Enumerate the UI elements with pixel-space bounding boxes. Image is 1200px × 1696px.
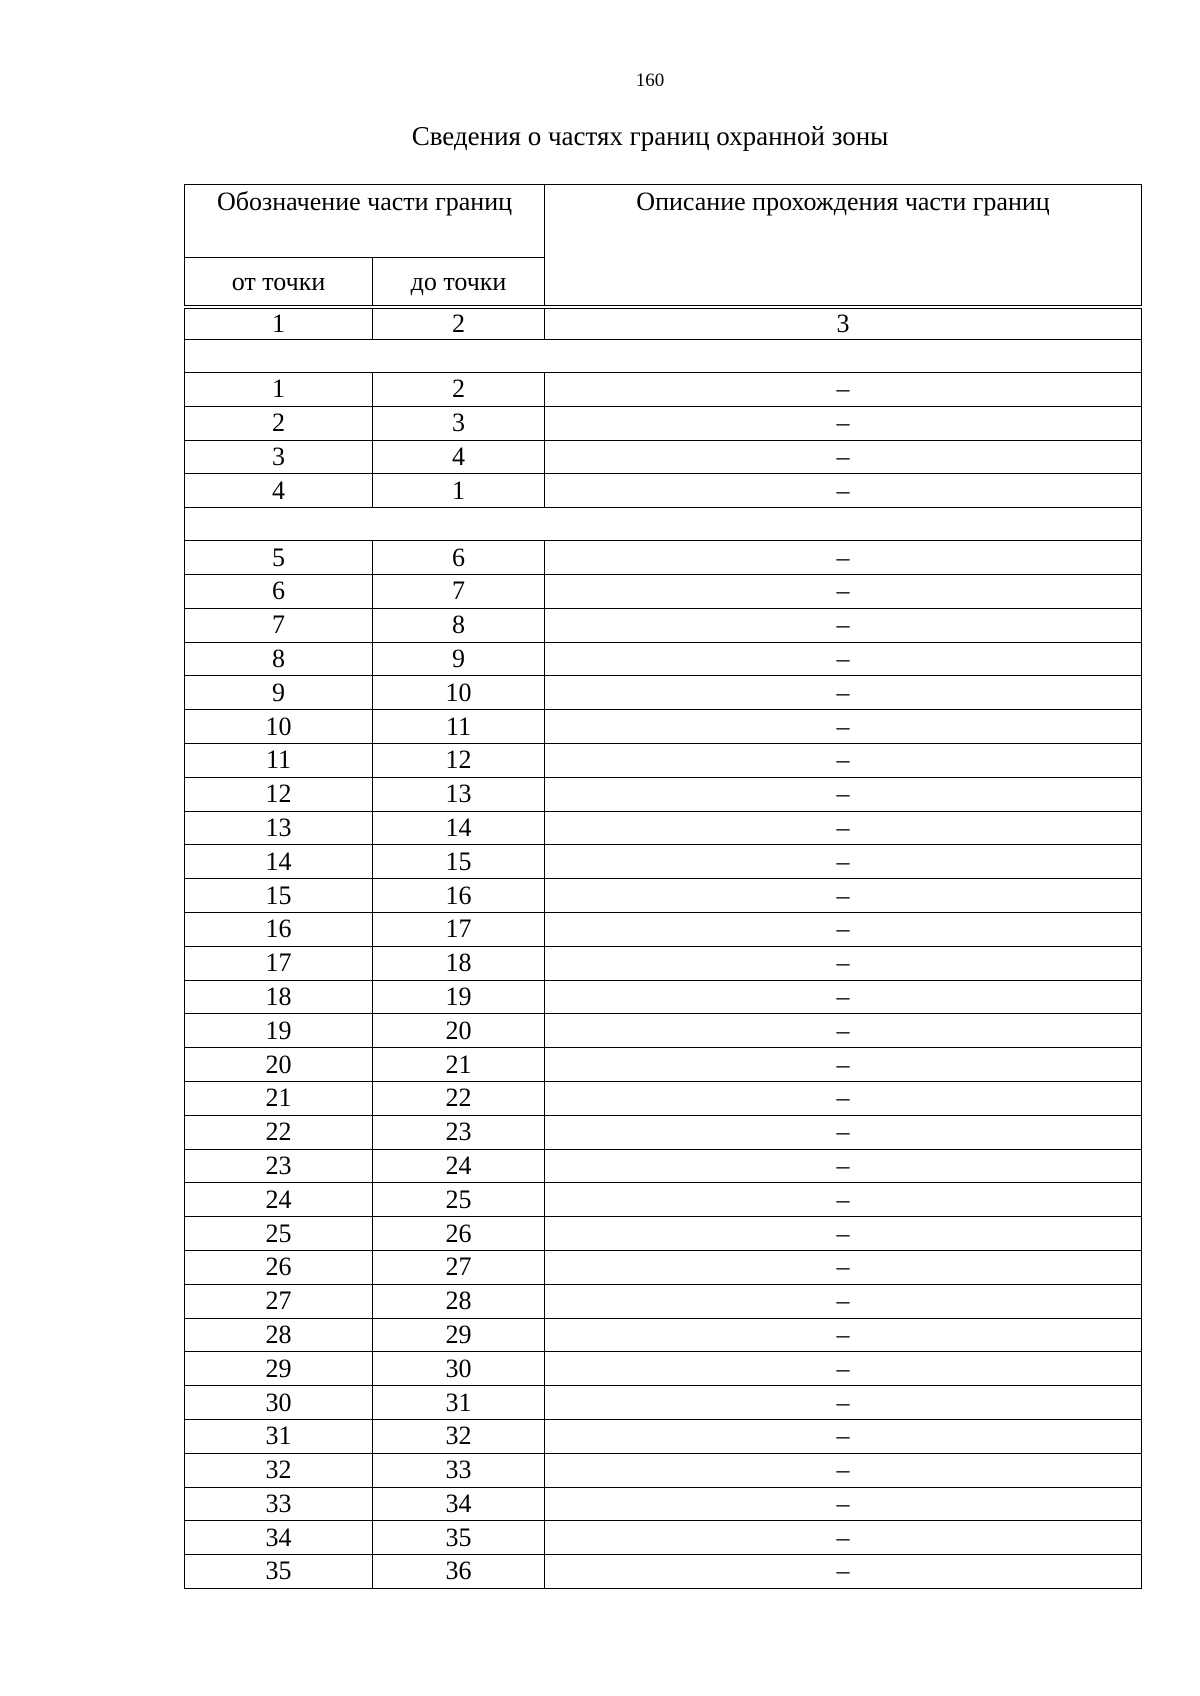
cell-from-point: 25 (185, 1217, 373, 1251)
cell-description: – (545, 1487, 1142, 1521)
cell-description: – (545, 440, 1142, 474)
cell-from-point: 31 (185, 1419, 373, 1453)
cell-to-point: 3 (373, 406, 545, 440)
header-designation: Обозначение части границ (185, 185, 545, 258)
cell-to-point: 15 (373, 845, 545, 879)
cell-to-point: 4 (373, 440, 545, 474)
table-row (185, 1352, 1142, 1386)
cell-to-point: 6 (373, 541, 545, 575)
cell-description: – (545, 1014, 1142, 1048)
cell-description: – (545, 845, 1142, 879)
column-number-row (185, 309, 1142, 340)
cell-description: – (545, 1386, 1142, 1420)
cell-description: – (545, 710, 1142, 744)
table-row (185, 946, 1142, 980)
table-row (185, 1453, 1142, 1487)
section-row (185, 508, 1142, 541)
cell-from-point: 30 (185, 1386, 373, 1420)
cell-description: – (545, 608, 1142, 642)
cell-to-point: 11 (373, 710, 545, 744)
cell-to-point: 9 (373, 642, 545, 676)
table-row (185, 574, 1142, 608)
cell-to-point: 20 (373, 1014, 545, 1048)
boundary-parts-table (184, 184, 1142, 1589)
cell-to-point: 17 (373, 912, 545, 946)
cell-to-point: 2 (373, 373, 545, 407)
cell-to-point: 21 (373, 1048, 545, 1082)
cell-from-point: 17 (185, 946, 373, 980)
column-number: 3 (545, 309, 1142, 340)
page-title: Сведения о частях границ охранной зоны (411, 121, 889, 151)
section-row (185, 340, 1142, 373)
cell-from-point: 22 (185, 1115, 373, 1149)
cell-description: – (545, 980, 1142, 1014)
cell-from-point: 20 (185, 1048, 373, 1082)
table-row (185, 1149, 1142, 1183)
table-row (185, 1386, 1142, 1420)
table-row (185, 373, 1142, 407)
cell-from-point: 24 (185, 1183, 373, 1217)
cell-from-point: 3 (185, 440, 373, 474)
page-number: 160 (635, 70, 665, 91)
cell-from-point: 5 (185, 541, 373, 575)
table-row (185, 676, 1142, 710)
cell-to-point: 36 (373, 1555, 545, 1589)
section-title (185, 508, 1142, 541)
table-row (185, 1487, 1142, 1521)
cell-description: – (545, 373, 1142, 407)
cell-description: – (545, 1318, 1142, 1352)
table-row (185, 777, 1142, 811)
cell-description: – (545, 1555, 1142, 1589)
cell-from-point: 14 (185, 845, 373, 879)
cell-from-point: 7 (185, 608, 373, 642)
table-row (185, 1555, 1142, 1589)
table-row (185, 1318, 1142, 1352)
cell-description: – (545, 1521, 1142, 1555)
table-row (185, 710, 1142, 744)
cell-from-point: 10 (185, 710, 373, 744)
cell-to-point: 32 (373, 1419, 545, 1453)
table-row (185, 1183, 1142, 1217)
cell-description: – (545, 777, 1142, 811)
table-row (185, 845, 1142, 879)
cell-from-point: 15 (185, 879, 373, 913)
table-row (185, 474, 1142, 508)
cell-description: – (545, 1250, 1142, 1284)
cell-to-point: 14 (373, 811, 545, 845)
cell-from-point: 33 (185, 1487, 373, 1521)
header-to-point: до точки (373, 258, 545, 306)
cell-to-point: 30 (373, 1352, 545, 1386)
cell-from-point: 32 (185, 1453, 373, 1487)
table-row (185, 980, 1142, 1014)
cell-description: – (545, 1419, 1142, 1453)
cell-from-point: 35 (185, 1555, 373, 1589)
table-row (185, 1284, 1142, 1318)
table-row (185, 1521, 1142, 1555)
cell-to-point: 26 (373, 1217, 545, 1251)
cell-from-point: 4 (185, 474, 373, 508)
table-row (185, 406, 1142, 440)
section-title (185, 340, 1142, 373)
cell-from-point: 29 (185, 1352, 373, 1386)
table-row (185, 811, 1142, 845)
cell-from-point: 34 (185, 1521, 373, 1555)
cell-to-point: 1 (373, 474, 545, 508)
cell-to-point: 33 (373, 1453, 545, 1487)
cell-to-point: 34 (373, 1487, 545, 1521)
cell-from-point: 21 (185, 1081, 373, 1115)
cell-description: – (545, 811, 1142, 845)
cell-description: – (545, 574, 1142, 608)
cell-description: – (545, 676, 1142, 710)
cell-to-point: 19 (373, 980, 545, 1014)
cell-from-point: 12 (185, 777, 373, 811)
cell-to-point: 31 (373, 1386, 545, 1420)
table-body (185, 185, 1142, 1589)
cell-from-point: 13 (185, 811, 373, 845)
header-from-point: от точки (185, 258, 373, 306)
cell-from-point: 6 (185, 574, 373, 608)
cell-description: – (545, 1048, 1142, 1082)
table-row (185, 642, 1142, 676)
table-row (185, 608, 1142, 642)
cell-description: – (545, 1081, 1142, 1115)
cell-from-point: 19 (185, 1014, 373, 1048)
cell-description: – (545, 1453, 1142, 1487)
cell-from-point: 2 (185, 406, 373, 440)
table-row (185, 743, 1142, 777)
table-row (185, 879, 1142, 913)
column-number: 1 (185, 309, 373, 340)
cell-to-point: 24 (373, 1149, 545, 1183)
cell-from-point: 23 (185, 1149, 373, 1183)
cell-description: – (545, 946, 1142, 980)
cell-to-point: 35 (373, 1521, 545, 1555)
cell-to-point: 12 (373, 743, 545, 777)
cell-description: – (545, 1115, 1142, 1149)
cell-description: – (545, 743, 1142, 777)
cell-to-point: 10 (373, 676, 545, 710)
cell-to-point: 13 (373, 777, 545, 811)
header-row (185, 185, 1142, 258)
table-row (185, 1115, 1142, 1149)
cell-description: – (545, 912, 1142, 946)
cell-to-point: 7 (373, 574, 545, 608)
cell-from-point: 9 (185, 676, 373, 710)
table-row (185, 1250, 1142, 1284)
cell-from-point: 1 (185, 373, 373, 407)
cell-from-point: 27 (185, 1284, 373, 1318)
cell-description: – (545, 879, 1142, 913)
table-row (185, 912, 1142, 946)
table-row (185, 1081, 1142, 1115)
cell-to-point: 23 (373, 1115, 545, 1149)
table-row (185, 1014, 1142, 1048)
cell-description: – (545, 541, 1142, 575)
table-row (185, 440, 1142, 474)
table-row (185, 1217, 1142, 1251)
cell-to-point: 27 (373, 1250, 545, 1284)
cell-from-point: 18 (185, 980, 373, 1014)
cell-from-point: 26 (185, 1250, 373, 1284)
cell-description: – (545, 1149, 1142, 1183)
cell-description: – (545, 406, 1142, 440)
table-row (185, 541, 1142, 575)
cell-from-point: 8 (185, 642, 373, 676)
cell-description: – (545, 1352, 1142, 1386)
cell-to-point: 28 (373, 1284, 545, 1318)
cell-from-point: 16 (185, 912, 373, 946)
cell-to-point: 29 (373, 1318, 545, 1352)
cell-from-point: 11 (185, 743, 373, 777)
cell-from-point: 28 (185, 1318, 373, 1352)
cell-to-point: 22 (373, 1081, 545, 1115)
cell-description: – (545, 1183, 1142, 1217)
cell-description: – (545, 474, 1142, 508)
header-description: Описание прохождения части границ (545, 185, 1142, 306)
cell-description: – (545, 1217, 1142, 1251)
column-number: 2 (373, 309, 545, 340)
table-row (185, 1419, 1142, 1453)
cell-description: – (545, 1284, 1142, 1318)
cell-to-point: 25 (373, 1183, 545, 1217)
table-row (185, 1048, 1142, 1082)
cell-to-point: 8 (373, 608, 545, 642)
cell-to-point: 18 (373, 946, 545, 980)
cell-to-point: 16 (373, 879, 545, 913)
cell-description: – (545, 642, 1142, 676)
